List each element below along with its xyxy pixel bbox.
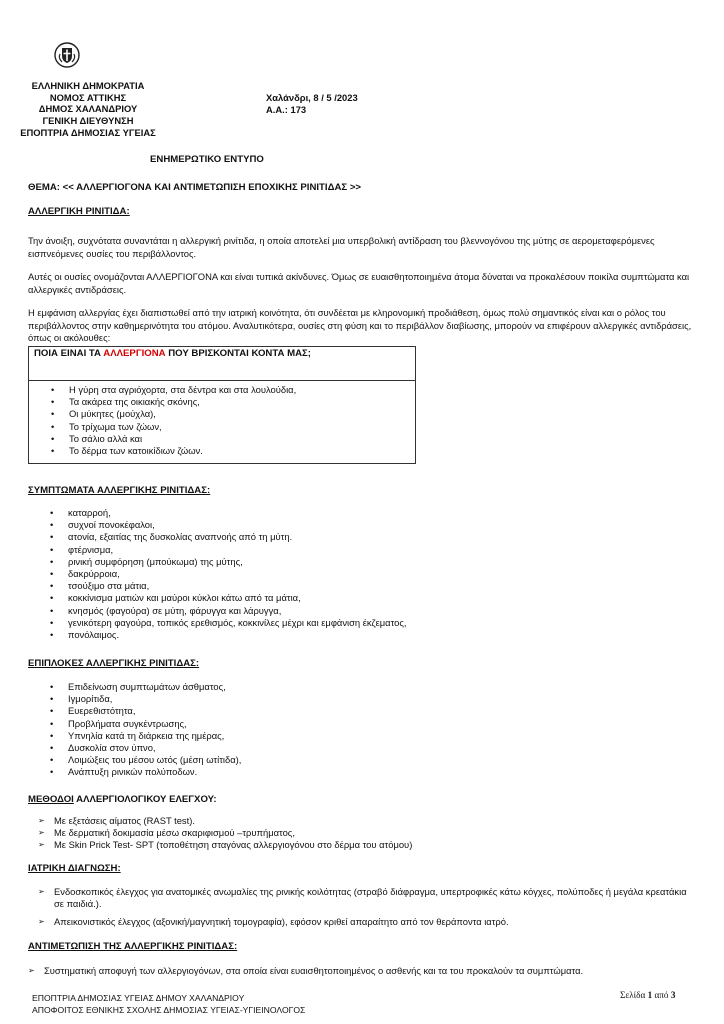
paragraph: Η εμφάνιση αλλεργίας έχει διαπιστωθεί από την ιατρική κοινότητα, ότι συνδέεται με κληρονομική προδιάθεση, όμως πολύ σημαντικός είναι και ο ρόλος του περιβάλλοντος στην καθημερινότητα του ατόμου. Αναλυτικότερα, ουσίες στη φύση και το περιβάλλον διαβίωσης, μπορούν να επιφέρουν αλλεργικές αντιδράσεις, όπως οι ακόλουθες:	[28, 307, 692, 343]
subject-line: ΘΕΜΑ: << ΑΛΛΕΡΓΙΟΓΟΝΑ ΚΑΙ ΑΝΤΙΜΕΤΩΠΙΣΗ ΕΠΟΧΙΚΗΣ ΡΙΝΙΤΙΔΑΣ >>	[28, 182, 362, 193]
symptoms-list	[28, 507, 688, 641]
list-item: • Ανάπτυξη ρινικών πολύποδων.	[28, 766, 688, 778]
page-number	[620, 990, 675, 1000]
methods-heading-part: ΜΕΘΟΔΟΙ	[28, 794, 74, 805]
section-heading-complications: ΕΠΙΠΛΟΚΕΣ ΑΛΛΕΡΓΙΚΗΣ ΡΙΝΙΤΙΔΑΣ:	[28, 658, 200, 669]
list-item: • δακρύρροια,	[28, 568, 688, 580]
list-item: ➢ Ενδοσκοπικός έλεγχος για ανατομικές ανωμαλίες της ρινικής κοιλότητας (στραβό διάφραγμα, υπερτροφικές κάτω κόγχες, πολύποδες ή μεγάλα κρεατάκια σε παιδιά.).	[28, 886, 698, 910]
list-item: • Το δέρμα των κατοικίδιων ζώων.	[29, 445, 415, 457]
footer-line: ΕΠΟΠΤΡΙΑ ΔΗΜΟΣΙΑΣ ΥΓΕΙΑΣ ΔΗΜΟΥ ΧΑΛΑΝΔΡΙΟΥ	[32, 993, 245, 1003]
list-item: • γενικότερη φαγούρα, τοπικός ερεθισμός, κοκκινίλες μέχρι και εμφάνιση έκζεματος,	[28, 617, 688, 629]
greek-emblem-icon	[54, 42, 80, 68]
allergens-box	[28, 346, 416, 464]
list-item: ➢ Συστηματική αποφυγή των αλλεργιογόνων, στα οποία είναι ευαισθητοποιημένος ο ασθενής και τα του προκαλούν τα συμπτώματα.	[18, 965, 698, 977]
list-item: ➢ Με δερματική δοκιμασία μέσω σκαριφισμού –τρυπήματος,	[28, 827, 688, 839]
paragraph: Αυτές οι ουσίες ονομάζονται ΑΛΛΕΡΓΙΟΓΟΝΑ και είναι τυπικά ακίνδυνες. Όμως σε ευαισθητοποιημένα άτομα δύναται να προκαλέσουν ποικίλα συμπτώματα και αλλεργικές αντιδράσεις.	[28, 271, 690, 295]
page-label: από	[652, 990, 671, 1000]
complications-list	[28, 681, 688, 779]
page-total: 3	[670, 990, 676, 1000]
list-item: • Οι μύκητες (μούχλα),	[29, 408, 415, 420]
org-line: ΔΗΜΟΣ ΧΑΛΑΝΔΡΙΟΥ	[38, 103, 138, 115]
list-item: • κνησμός (φαγούρα) σε μύτη, φάρυγγα και λάρυγγα,	[28, 605, 688, 617]
allergens-box-title	[29, 347, 415, 381]
list-item: ➢ Με εξετάσεις αίματος (RAST test).	[28, 815, 688, 827]
list-item: ➢ Απεικονιστικός έλεγχος (αξονική/μαγνητική τομογραφία), εφόσον κριθεί απαραίτητο από τον θεράποντα ιατρό.	[28, 916, 698, 928]
list-item: ➢ Με Skin Prick Test- SPT (τοποθέτηση σταγόνας αλλεργιογόνου στο δέρμα του ατόμου)	[28, 839, 688, 851]
organization-header	[8, 80, 168, 139]
place-date: Χαλάνδρι, 8 / 5 /2023	[266, 92, 358, 103]
list-item: • Προβλήματα συγκέντρωσης,	[28, 718, 688, 730]
box-title-text: ΠΟΙΑ ΕΙΝΑΙ ΤΑ	[34, 348, 104, 359]
list-item: • Λοιμώξεις του μέσου ωτός (μέση ωτίτιδα),	[28, 754, 688, 766]
section-heading-rhinitis: ΑΛΛΕΡΓΙΚΗ ΡΙΝΙΤΙΔΑ:	[28, 206, 130, 217]
list-item: • Δυσκολία στον ύπνο,	[28, 742, 688, 754]
document-meta	[266, 92, 358, 116]
list-item: • τσούξιμο στα μάτια,	[28, 580, 688, 592]
list-item: • φτέρνισμα,	[28, 544, 688, 556]
list-item: • ατονία, εξαιτίας της δυσκολίας αναπνοής από τη μύτη.	[28, 531, 688, 543]
footer-line: ΑΠΟΦΟΙΤΟΣ ΕΘΝΙΚΗΣ ΣΧΟΛΗΣ ΔΗΜΟΣΙΑΣ ΥΓΕΙΑΣ-ΥΓΙΕΙΝΟΛΟΓΟΣ	[32, 1005, 306, 1015]
list-item: • Το σάλιο αλλά και	[29, 433, 415, 445]
footer	[32, 992, 305, 1016]
list-item: • Υπνηλία κατά τη διάρκεια της ημέρας,	[28, 730, 688, 742]
list-item: • Ιγμορίτιδα,	[28, 693, 688, 705]
page-label: Σελίδα	[620, 990, 648, 1000]
list-item: • Το τρίχωμα των ζώων,	[29, 421, 415, 433]
list-item: • πονόλαιμος.	[28, 629, 688, 641]
section-heading-treatment: ΑΝΤΙΜΕΤΩΠΙΣΗ ΤΗΣ ΑΛΛΕΡΓΙΚΗΣ ΡΙΝΙΤΙΔΑΣ:	[28, 941, 238, 952]
list-item: • Επιδείνωση συμπτωμάτων άσθματος,	[28, 681, 688, 693]
reference-number: Α.Α.: 173	[266, 104, 307, 115]
diagnosis-list	[28, 886, 698, 929]
methods-list	[28, 815, 688, 852]
treatment-list	[18, 965, 698, 977]
org-line: ΓΕΝΙΚΗ ΔΙΕΥΘΥΝΣΗ	[42, 115, 134, 127]
list-item: • Τα ακάρεα της οικιακής σκόνης,	[29, 396, 415, 408]
box-title-text: ΠΟΥ ΒΡΙΣΚΟΝΤΑΙ ΚΟΝΤΑ ΜΑΣ;	[165, 348, 311, 359]
list-item: • καταρροή,	[28, 507, 688, 519]
box-title-highlight: ΑΛΛΕΡΓΙΟΝΑ	[103, 348, 166, 359]
org-line: ΝΟΜΟΣ ΑΤΤΙΚΗΣ	[49, 91, 127, 103]
page-current: 1	[647, 990, 653, 1000]
list-item: • κοκκίνισμα ματιών και μαύροι κύκλοι κάτω από τα μάτια,	[28, 592, 688, 604]
list-item: • συχνοί πονοκέφαλοι,	[28, 519, 688, 531]
document-title: ΕΝΗΜΕΡΩΤΙΚΟ ΕΝΤΥΠΟ	[150, 154, 264, 165]
list-item: • Ευερεθιστότητα,	[28, 705, 688, 717]
list-item: • Η γύρη στα αγριόχορτα, στα δέντρα και στα λουλούδια,	[29, 384, 415, 396]
list-item: • ρινική συμφόρηση (μπούκωμα) της μύτης,	[28, 556, 688, 568]
paragraph: Την άνοιξη, συχνότατα συναντάται η αλλεργική ρινίτιδα, η οποία αποτελεί μια υπερβολική αντίδραση του βλεννογόνου της μύτης σε αερομεταφερόμενες εισπνεόμενες ουσίες του περιβάλλοντος.	[28, 235, 655, 259]
org-line: ΕΛΛΗΝΙΚΗ ΔΗΜΟΚΡΑΤΙΑ	[31, 80, 145, 91]
section-heading-symptoms: ΣΥΜΠΤΩΜΑΤΑ ΑΛΛΕΡΓΙΚΗΣ ΡΙΝΙΤΙΔΑΣ:	[28, 485, 211, 496]
section-heading-diagnosis: ΙΑΤΡΙΚΗ ΔΙΑΓΝΩΣΗ:	[28, 863, 121, 874]
allergens-list	[29, 381, 415, 457]
org-line: ΕΠΟΠΤΡΙΑ ΔΗΜΟΣΙΑΣ ΥΓΕΙΑΣ	[20, 126, 156, 138]
section-heading-methods	[28, 794, 217, 805]
methods-heading-part: ΑΛΛΕΡΓΙΟΛΟΓΙΚΟΥ ΕΛΕΓΧΟΥ:	[73, 794, 217, 805]
